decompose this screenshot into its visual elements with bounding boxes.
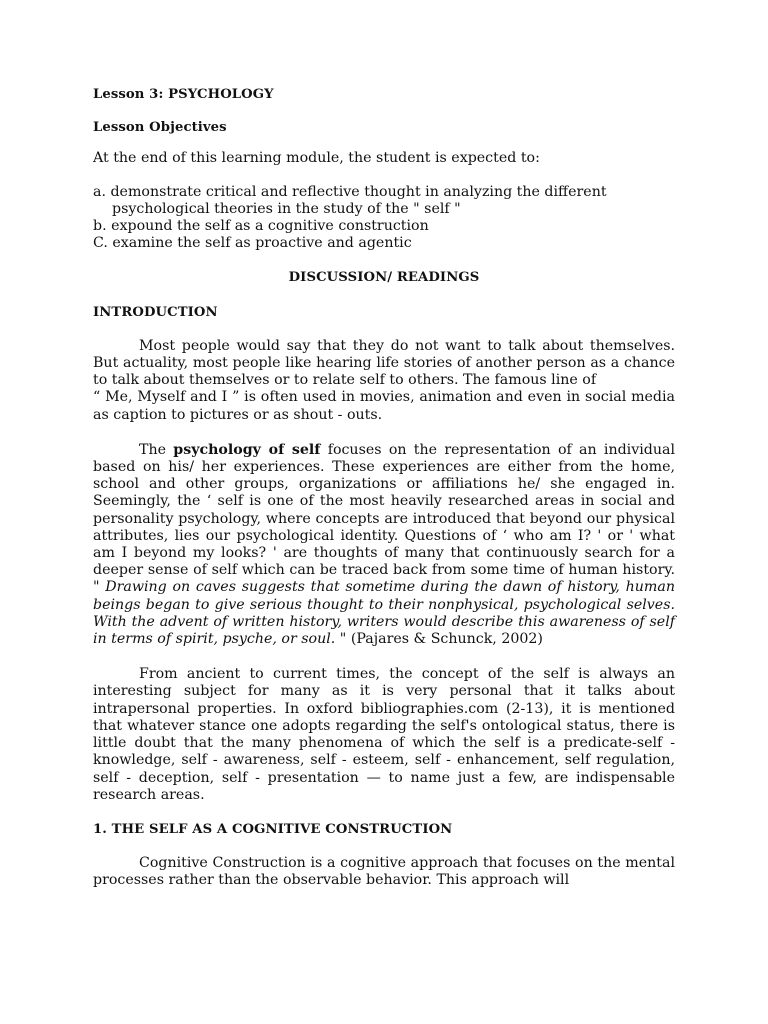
paragraph-lead: The	[139, 441, 174, 458]
introduction-heading: INTRODUCTION	[93, 304, 218, 320]
paragraph-body: focuses on the representation of an individual based on his/ her experiences. These experiences are either from the home, school and other groups, organizations or affiliations he/ she engaged in. Seemingly, the ‘ self is one of the most heavily researched areas in social and personality psychology, where concepts are introduced that beyond our physical attributes, lies our psychological identity. Questions of ‘ who am I? ' or ' what am I beyond my looks? ' are thoughts of many that continuously search for a deeper sense of self which can be traced back from some time of human history.	[93, 441, 675, 579]
lesson-title: Lesson 3: PSYCHOLOGY	[93, 87, 274, 102]
objective-item: a. demonstrate critical and reflective thought in analyzing the different psychological theories in the study of the " self "	[93, 183, 607, 217]
quoted-passage: " Drawing on caves suggests that sometime during the dawn of history, human beings began to give serious thought to their nonphysical, psychological selves. With the advent of written history, writers would describe this awareness of self in terms of spirit, psyche, or soul. "	[93, 579, 675, 648]
paragraph-intro	[93, 338, 675, 424]
paragraph-cognitive-construction: Cognitive Construction is a cognitive approach that focuses on the mental processes rather than the observable behavior. This approach will	[93, 855, 675, 889]
term-psychology-of-self: psychology of self	[173, 441, 321, 458]
paragraph-psychology-of-self	[93, 442, 675, 648]
section-1-heading: 1. THE SELF AS A COGNITIVE CONSTRUCTION	[93, 821, 453, 837]
paragraph-intro-continued: “ Me, Myself and I ” is often used in movies, animation and even in social media as caption to pictures or as shout - outs.	[93, 389, 675, 423]
objectives-intro: At the end of this learning module, the student is expected to:	[93, 150, 540, 167]
document-page	[93, 86, 675, 890]
citation: (Pajares & Schunck, 2002)	[346, 631, 543, 648]
objectives-title: Lesson Objectives	[93, 120, 227, 136]
objective-item: C. examine the self as proactive and agentic	[93, 235, 412, 252]
objective-item: b. expound the self as a cognitive construction	[93, 218, 429, 235]
discussion-heading: DISCUSSION/ READINGS	[288, 270, 480, 286]
paragraph-self-concept: From ancient to current times, the concept of the self is always an interesting subject for many as it is very personal that it talks about intrapersonal properties. In oxford bibliographies.com (2-13), it is mentioned that whatever stance one adopts regarding the self's ontological status, there is little doubt that the many phenomena of which the self is a predicate-self - knowledge, self - awareness, self - esteem, self - enhancement, self regulation, self - deception, self - presentation — to name just a few, are indispensable research areas.	[93, 666, 675, 803]
paragraph-intro-main: Most people would say that they do not want to talk about themselves. But actuality, most people like hearing life stories of another person as a chance to talk about themselves or to relate self to others. The famous line of	[93, 337, 675, 389]
objectives-list	[93, 184, 675, 253]
